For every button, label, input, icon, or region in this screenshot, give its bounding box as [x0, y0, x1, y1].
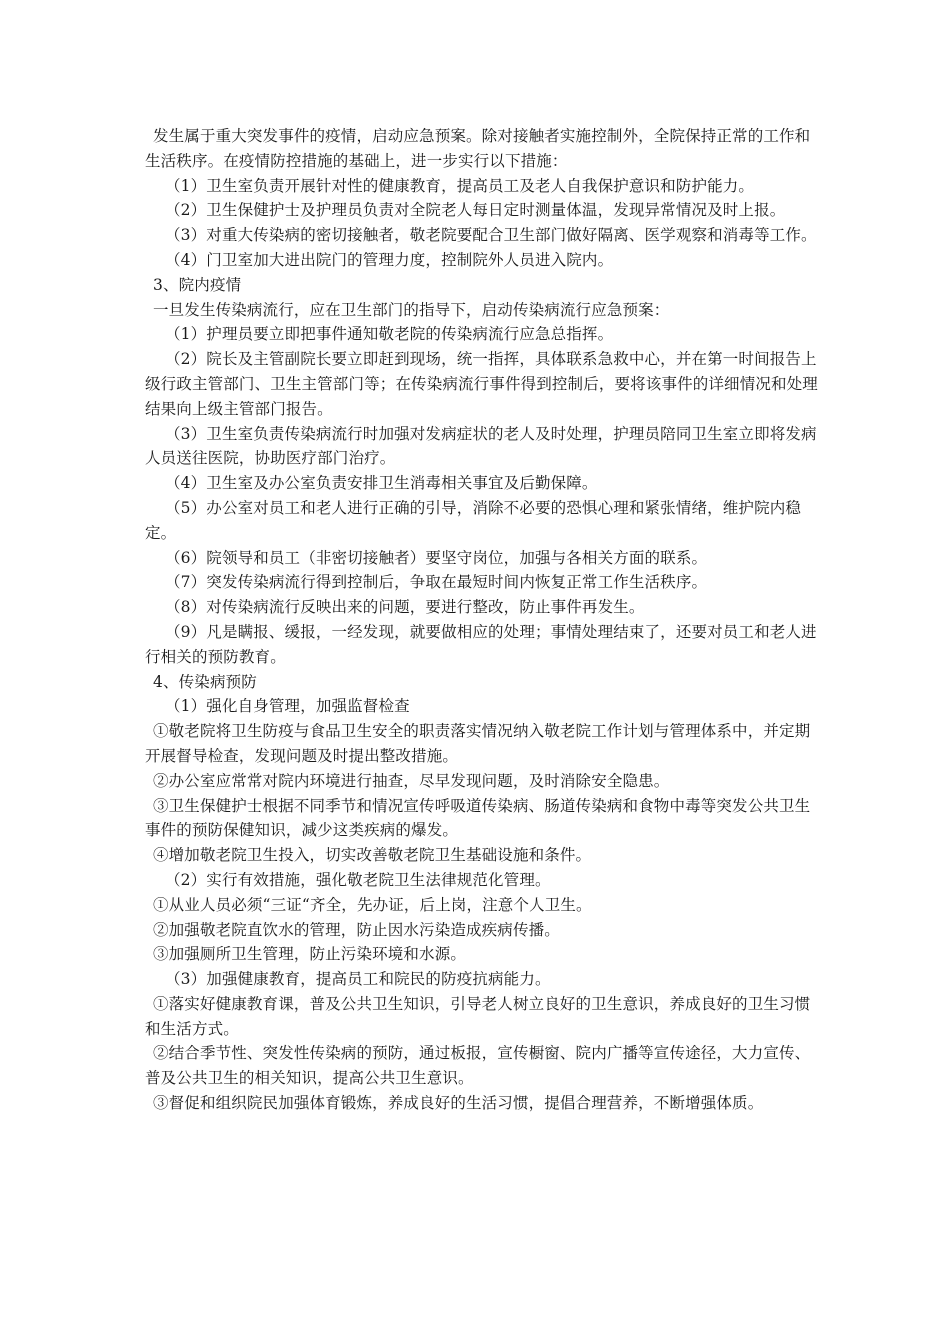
list-item: （5）办公室对员工和老人进行正确的引导，消除不必要的恐惧心理和紧张情绪，维护院内稳定。 [145, 498, 802, 542]
list-item: （1）护理员要立即把事件通知敬老院的传染病流行应急总指挥。 [165, 325, 614, 344]
section-heading: 4、传染病预防 [153, 672, 257, 691]
list-item: ③加强厕所卫生管理，防止污染环境和水源。 [153, 945, 467, 964]
list-item: ①落实好健康教育课，普及公共卫生知识，引导老人树立良好的卫生意识，养成良好的卫生习惯和生活方式。 [145, 994, 811, 1038]
list-item: ④增加敬老院卫生投入，切实改善敬老院卫生基础设施和条件。 [153, 846, 592, 865]
subsection-heading: （2）实行有效措施，强化敬老院卫生法律规范化管理。 [165, 870, 551, 889]
list-item: （6）院领导和员工（非密切接触者）要坚守岗位，加强与各相关方面的联系。 [165, 548, 708, 567]
subsection-heading: （3）加强健康教育，提高员工和院民的防疫抗病能力。 [165, 970, 551, 989]
paragraph-intro: 发生属于重大突发事件的疫情，启动应急预案。除对接触者实施控制外，全院保持正常的工作和生活秩序。在疫情防控措施的基础上，进一步实行以下措施： [145, 127, 811, 170]
list-item: ③卫生保健护士根据不同季节和情况宣传呼吸道传染病、肠道传染病和食物中毒等突发公共卫生事件的预防保健知识，减少这类疾病的爆发。 [145, 796, 811, 840]
document-body [145, 124, 825, 1116]
paragraph: 一旦发生传染病流行，应在卫生部门的指导下，启动传染病流行应急预案： [153, 300, 670, 319]
list-item: （3）对重大传染病的密切接触者，敬老院要配合卫生部门做好隔离、医学观察和消毒等工作。 [165, 226, 817, 245]
list-item: （3）卫生室负责传染病流行时加强对发病症状的老人及时处理，护理员陪同卫生室立即将发病人员送往医院，协助医疗部门治疗。 [145, 424, 817, 468]
list-item: ②加强敬老院直饮水的管理，防止因水污染造成疾病传播。 [153, 920, 560, 939]
subsection-heading: （1）强化自身管理，加强监督检查 [165, 697, 410, 716]
list-item: （8）对传染病流行反映出来的问题，要进行整改，防止事件再发生。 [165, 598, 645, 617]
list-item: ②结合季节性、突发性传染病的预防，通过板报，宣传橱窗、院内广播等宣传途径，大力宣传、普及公共卫生的相关知识，提高公共卫生意识。 [145, 1044, 811, 1088]
list-item: （2）院长及主管副院长要立即赶到现场，统一指挥，具体联系急救中心，并在第一时间报告上级行政主管部门、卫生主管部门等；在传染病流行事件得到控制后，要将该事件的详细情况和处理结果向上级主管部门报告。 [145, 350, 818, 418]
list-item: （2）卫生保健护士及护理员负责对全院老人每日定时测量体温，发现异常情况及时上报。 [165, 201, 786, 220]
list-item: ①敬老院将卫生防疫与食品卫生安全的职责落实情况纳入敬老院工作计划与管理体系中，并定期开展督导检查，发现问题及时提出整改措施。 [145, 722, 811, 765]
section-heading: 3、院内疫情 [153, 275, 242, 294]
list-item: （4）门卫室加大进出院门的管理力度，控制院外人员进入院内。 [165, 250, 614, 269]
list-item: ③督促和组织院民加强体育锻炼，养成良好的生活习惯，提倡合理营养，不断增强体质。 [153, 1094, 764, 1113]
list-item: （7）突发传染病流行得到控制后，争取在最短时间内恢复正常工作生活秩序。 [165, 573, 708, 592]
list-item: ①从业人员必须“三证“齐全，先办证，后上岗，注意个人卫生。 [153, 895, 592, 914]
list-item: （1）卫生室负责开展针对性的健康教育，提高员工及老人自我保护意识和防护能力。 [165, 176, 755, 195]
list-item: （9）凡是瞒报、缓报，一经发现，就要做相应的处理；事情处理结束了，还要对员工和老人进行相关的预防教育。 [145, 622, 817, 666]
list-item: ②办公室应常常对院内环境进行抽查，尽早发现问题，及时消除安全隐患。 [153, 771, 670, 790]
list-item: （4）卫生室及办公室负责安排卫生消毒相关事宜及后勤保障。 [165, 474, 598, 493]
